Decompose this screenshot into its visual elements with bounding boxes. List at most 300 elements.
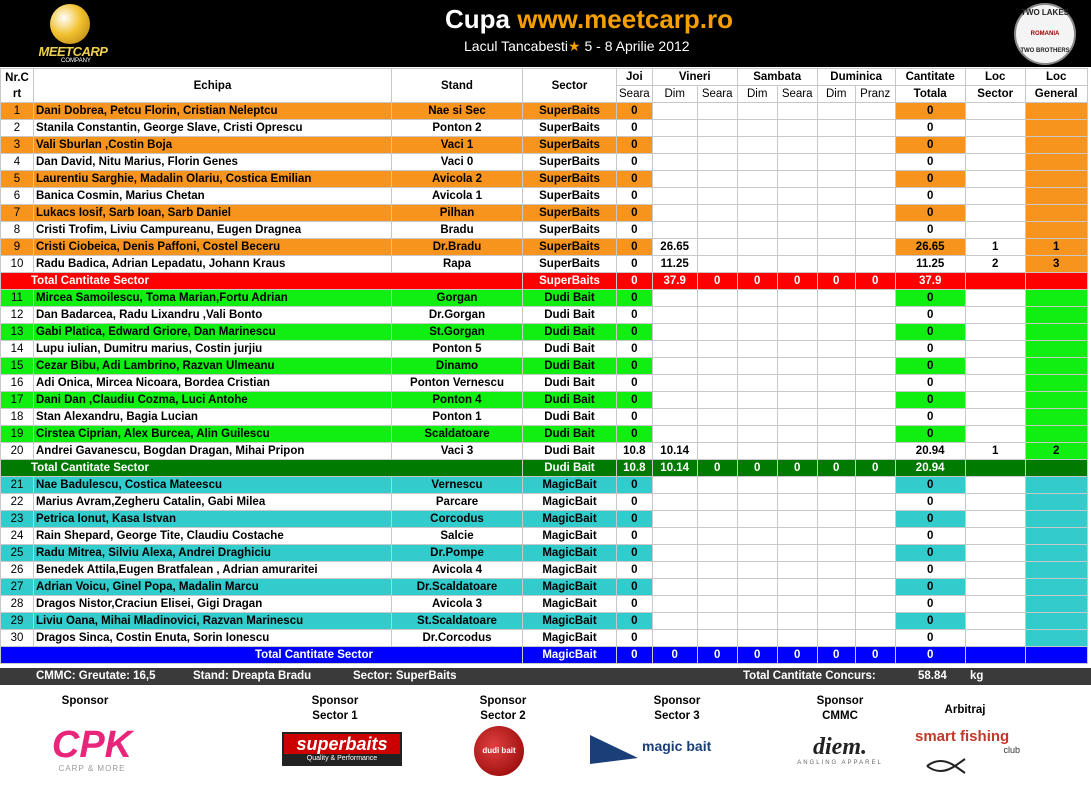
row-duminica-pranz — [855, 188, 895, 205]
row-sambata-seara — [777, 494, 817, 511]
row-duminica-pranz — [855, 545, 895, 562]
row-vineri-seara — [697, 222, 737, 239]
table-row — [1, 545, 1088, 562]
col-sambata-dim: Dim — [737, 86, 777, 103]
table-row — [1, 256, 1088, 273]
row-vineri-dim: 10.14 — [652, 443, 697, 460]
row-sambata-seara — [777, 154, 817, 171]
row-sambata-dim — [737, 511, 777, 528]
row-stand: Dr.Gorgan — [392, 307, 523, 324]
row-duminica-dim — [817, 154, 855, 171]
row-loc-sector — [965, 409, 1025, 426]
row-loc-general — [1025, 528, 1087, 545]
row-vineri-dim — [652, 188, 697, 205]
cpk-logo — [42, 726, 142, 774]
col-nr-header: Nr.C rt — [1, 69, 34, 103]
row-sambata-seara — [777, 120, 817, 137]
table-row — [1, 120, 1088, 137]
row-duminica-pranz — [855, 477, 895, 494]
row-team: Adrian Voicu, Ginel Popa, Madalin Marcu — [34, 579, 392, 596]
row-sambata-dim — [737, 443, 777, 460]
sponsor-sector3-sub: Sector 3 — [654, 710, 700, 722]
row-sambata-seara — [777, 579, 817, 596]
row-stand: Dinamo — [392, 358, 523, 375]
row-duminica-dim — [817, 290, 855, 307]
row-joi: 0 — [617, 324, 653, 341]
row-vineri-dim — [652, 392, 697, 409]
row-duminica-pranz — [855, 409, 895, 426]
row-nr: 1 — [1, 103, 34, 120]
row-joi: 0 — [617, 596, 653, 613]
row-duminica-dim — [817, 256, 855, 273]
row-stand: Avicola 4 — [392, 562, 523, 579]
badge-mid-text: ROMANIA — [1030, 31, 1060, 37]
row-team: Vali Sburlan ,Costin Boja — [34, 137, 392, 154]
magic-bait-logo — [590, 730, 730, 766]
total-empty — [1025, 460, 1087, 477]
title-cupa: Cupa — [445, 4, 510, 34]
row-loc-sector — [965, 562, 1025, 579]
total-label: Total Cantitate Sector — [1, 460, 523, 477]
row-duminica-dim — [817, 528, 855, 545]
row-total: 0 — [895, 120, 965, 137]
row-loc-general — [1025, 426, 1087, 443]
row-sambata-seara — [777, 205, 817, 222]
arbitraj-title: Arbitraj — [944, 704, 986, 716]
row-sambata-dim — [737, 222, 777, 239]
logo-text: MEETCARP — [38, 44, 108, 59]
diem-logo-subtext: ANGLING APPAREL — [797, 760, 883, 766]
row-loc-general — [1025, 154, 1087, 171]
row-team: Lukacs Iosif, Sarb Ioan, Sarb Daniel — [34, 205, 392, 222]
row-stand: Vaci 1 — [392, 137, 523, 154]
row-duminica-dim — [817, 324, 855, 341]
superbaits-logo — [282, 732, 402, 766]
row-vineri-seara — [697, 528, 737, 545]
magic-bait-wave-icon — [590, 730, 640, 766]
row-nr: 27 — [1, 579, 34, 596]
row-vineri-dim — [652, 511, 697, 528]
row-total: 0 — [895, 528, 965, 545]
row-loc-sector — [965, 290, 1025, 307]
row-nr: 6 — [1, 188, 34, 205]
diem-logo-text: diem. — [813, 734, 867, 760]
sector-total-row — [1, 460, 1088, 477]
row-joi: 0 — [617, 613, 653, 630]
row-vineri-seara — [697, 443, 737, 460]
sponsor-sector2-label — [458, 694, 548, 724]
row-sambata-dim — [737, 494, 777, 511]
row-sector: SuperBaits — [523, 137, 617, 154]
row-total: 11.25 — [895, 256, 965, 273]
row-joi: 0 — [617, 120, 653, 137]
row-total: 26.65 — [895, 239, 965, 256]
total-sd: 0 — [737, 273, 777, 290]
row-sector: MagicBait — [523, 562, 617, 579]
table-row — [1, 324, 1088, 341]
row-joi: 0 — [617, 239, 653, 256]
total-label: Total Cantitate Sector — [1, 647, 523, 664]
row-duminica-dim — [817, 596, 855, 613]
row-loc-general — [1025, 171, 1087, 188]
col-stand-header: Stand — [392, 69, 523, 103]
row-total: 0 — [895, 477, 965, 494]
row-joi: 0 — [617, 392, 653, 409]
total-sd: 0 — [737, 647, 777, 664]
badge-top-text: TWO LAKES — [1021, 8, 1069, 17]
row-sector: MagicBait — [523, 528, 617, 545]
row-team: Dragos Sinca, Costin Enuta, Sorin Ionescu — [34, 630, 392, 647]
row-loc-general — [1025, 579, 1087, 596]
row-vineri-dim — [652, 409, 697, 426]
row-total: 0 — [895, 375, 965, 392]
row-vineri-dim — [652, 375, 697, 392]
row-stand: Vaci 3 — [392, 443, 523, 460]
row-stand: Dr.Corcodus — [392, 630, 523, 647]
cmmc-stand: Stand: Dreapta Bradu — [193, 670, 312, 682]
row-stand: St.Gorgan — [392, 324, 523, 341]
row-sambata-seara — [777, 477, 817, 494]
row-vineri-seara — [697, 290, 737, 307]
row-vineri-seara — [697, 375, 737, 392]
row-vineri-seara — [697, 545, 737, 562]
row-vineri-dim — [652, 120, 697, 137]
row-team: Dragos Nistor,Craciun Elisei, Gigi Dragan — [34, 596, 392, 613]
sponsor-cmmc-sub: CMMC — [822, 710, 858, 722]
row-loc-general — [1025, 494, 1087, 511]
two-lakes-badge — [1014, 3, 1076, 65]
row-joi: 0 — [617, 137, 653, 154]
row-loc-general — [1025, 324, 1087, 341]
row-team: Marius Avram,Zegheru Catalin, Gabi Milea — [34, 494, 392, 511]
total-dp: 0 — [855, 647, 895, 664]
row-total: 0 — [895, 222, 965, 239]
row-loc-general — [1025, 341, 1087, 358]
row-sambata-seara — [777, 528, 817, 545]
row-loc-general — [1025, 188, 1087, 205]
row-sambata-seara — [777, 290, 817, 307]
row-loc-sector — [965, 426, 1025, 443]
row-total: 0 — [895, 545, 965, 562]
sponsor-cmmc-label — [795, 694, 885, 724]
row-joi: 0 — [617, 290, 653, 307]
row-nr: 11 — [1, 290, 34, 307]
row-nr: 23 — [1, 511, 34, 528]
row-total: 0 — [895, 103, 965, 120]
row-duminica-pranz — [855, 120, 895, 137]
total-empty — [965, 460, 1025, 477]
table-row — [1, 511, 1088, 528]
row-duminica-pranz — [855, 137, 895, 154]
row-vineri-dim — [652, 562, 697, 579]
row-total: 0 — [895, 579, 965, 596]
row-total: 0 — [895, 341, 965, 358]
row-team: Lupu iulian, Dumitru marius, Costin jurjiu — [34, 341, 392, 358]
total-sector: SuperBaits — [523, 273, 617, 290]
table-row — [1, 494, 1088, 511]
row-sector: SuperBaits — [523, 154, 617, 171]
row-nr: 24 — [1, 528, 34, 545]
row-vineri-dim — [652, 477, 697, 494]
row-sector: Dudi Bait — [523, 358, 617, 375]
row-duminica-dim — [817, 494, 855, 511]
row-team: Radu Badica, Adrian Lepadatu, Johann Kraus — [34, 256, 392, 273]
row-nr: 26 — [1, 562, 34, 579]
row-duminica-pranz — [855, 256, 895, 273]
row-nr: 13 — [1, 324, 34, 341]
row-loc-general — [1025, 222, 1087, 239]
row-loc-general — [1025, 103, 1087, 120]
row-duminica-dim — [817, 426, 855, 443]
row-joi: 0 — [617, 630, 653, 647]
row-nr: 28 — [1, 596, 34, 613]
row-loc-sector — [965, 222, 1025, 239]
row-sector: Dudi Bait — [523, 290, 617, 307]
row-team: Cristi Ciobeica, Denis Paffoni, Costel Beceru — [34, 239, 392, 256]
total-vd: 10.14 — [652, 460, 697, 477]
total-dp: 0 — [855, 273, 895, 290]
row-sambata-seara — [777, 630, 817, 647]
row-joi: 0 — [617, 545, 653, 562]
row-duminica-pranz — [855, 562, 895, 579]
total-joi: 10.8 — [617, 460, 653, 477]
diem-logo — [785, 734, 895, 768]
cpk-logo-text: CPK — [51, 724, 133, 766]
row-duminica-dim — [817, 477, 855, 494]
row-nr: 18 — [1, 409, 34, 426]
row-duminica-dim — [817, 120, 855, 137]
row-duminica-dim — [817, 409, 855, 426]
row-loc-general — [1025, 290, 1087, 307]
row-duminica-dim — [817, 358, 855, 375]
row-sector: Dudi Bait — [523, 324, 617, 341]
row-duminica-pranz — [855, 494, 895, 511]
row-duminica-dim — [817, 443, 855, 460]
row-nr: 20 — [1, 443, 34, 460]
row-loc-general — [1025, 596, 1087, 613]
row-loc-sector — [965, 579, 1025, 596]
carp-ball-icon — [50, 4, 90, 44]
row-loc-sector — [965, 137, 1025, 154]
row-loc-sector — [965, 358, 1025, 375]
row-sector: MagicBait — [523, 545, 617, 562]
row-vineri-seara — [697, 205, 737, 222]
row-sambata-seara — [777, 307, 817, 324]
row-stand: Avicola 2 — [392, 171, 523, 188]
row-total: 0 — [895, 137, 965, 154]
total-empty — [965, 273, 1025, 290]
row-duminica-pranz — [855, 426, 895, 443]
row-vineri-seara — [697, 613, 737, 630]
row-vineri-dim — [652, 579, 697, 596]
row-sambata-dim — [737, 579, 777, 596]
row-sambata-dim — [737, 290, 777, 307]
row-team: Nae Badulescu, Costica Mateescu — [34, 477, 392, 494]
table-row — [1, 137, 1088, 154]
col-echipa-header: Echipa — [34, 69, 392, 103]
header-row-1 — [1, 69, 1088, 86]
row-total: 0 — [895, 511, 965, 528]
row-sambata-dim — [737, 188, 777, 205]
row-team: Gabi Platica, Edward Griore, Dan Marinescu — [34, 324, 392, 341]
row-loc-general — [1025, 409, 1087, 426]
row-vineri-seara — [697, 579, 737, 596]
row-joi: 0 — [617, 375, 653, 392]
table-row — [1, 375, 1088, 392]
row-sector: SuperBaits — [523, 188, 617, 205]
row-sector: MagicBait — [523, 579, 617, 596]
row-sambata-seara — [777, 222, 817, 239]
row-nr: 8 — [1, 222, 34, 239]
table-row — [1, 358, 1088, 375]
sponsor-sector2-title: Sponsor — [479, 695, 527, 707]
subtitle-lake: Lacul Tancabesti — [464, 38, 569, 54]
total-ss: 0 — [777, 460, 817, 477]
row-vineri-seara — [697, 324, 737, 341]
logo-subtext: COMPANY — [61, 58, 91, 64]
row-sector: Dudi Bait — [523, 341, 617, 358]
row-joi: 0 — [617, 528, 653, 545]
row-duminica-pranz — [855, 596, 895, 613]
row-loc-sector — [965, 171, 1025, 188]
subtitle-dates: 5 - 8 Aprilie 2012 — [584, 38, 690, 54]
row-loc-general: 1 — [1025, 239, 1087, 256]
row-stand: Ponton 4 — [392, 392, 523, 409]
row-loc-general — [1025, 120, 1087, 137]
row-stand: Gorgan — [392, 290, 523, 307]
row-duminica-pranz — [855, 358, 895, 375]
row-sambata-dim — [737, 307, 777, 324]
row-loc-general — [1025, 375, 1087, 392]
row-duminica-pranz — [855, 630, 895, 647]
col-vineri-header: Vineri — [652, 69, 737, 86]
row-vineri-dim — [652, 613, 697, 630]
row-sambata-seara — [777, 137, 817, 154]
row-stand: Nae si Sec — [392, 103, 523, 120]
col-sambata-header: Sambata — [737, 69, 817, 86]
dudi-bait-logo-text: dudi bait — [482, 746, 516, 755]
row-team: Cristi Trofim, Liviu Campureanu, Eugen Dragnea — [34, 222, 392, 239]
row-vineri-dim — [652, 630, 697, 647]
row-vineri-dim: 26.65 — [652, 239, 697, 256]
row-loc-sector: 2 — [965, 256, 1025, 273]
row-sambata-seara — [777, 545, 817, 562]
row-duminica-dim — [817, 103, 855, 120]
table-row — [1, 443, 1088, 460]
total-tot: 20.94 — [895, 460, 965, 477]
row-sector: SuperBaits — [523, 103, 617, 120]
row-loc-sector — [965, 596, 1025, 613]
row-total: 0 — [895, 188, 965, 205]
col-totala: Totala — [895, 86, 965, 103]
total-sector: Dudi Bait — [523, 460, 617, 477]
row-vineri-seara — [697, 409, 737, 426]
row-sector: Dudi Bait — [523, 443, 617, 460]
row-sambata-seara — [777, 511, 817, 528]
sponsor-sector1-title: Sponsor — [311, 695, 359, 707]
row-stand: Salcie — [392, 528, 523, 545]
row-vineri-seara — [697, 562, 737, 579]
row-total: 0 — [895, 205, 965, 222]
row-stand: Ponton 5 — [392, 341, 523, 358]
row-duminica-pranz — [855, 324, 895, 341]
row-stand: Pilhan — [392, 205, 523, 222]
row-sector: Dudi Bait — [523, 375, 617, 392]
row-loc-general — [1025, 613, 1087, 630]
row-loc-sector — [965, 154, 1025, 171]
row-stand: Dr.Scaldatoare — [392, 579, 523, 596]
row-nr: 3 — [1, 137, 34, 154]
total-empty — [1025, 273, 1087, 290]
table-row — [1, 392, 1088, 409]
row-sambata-seara — [777, 562, 817, 579]
row-vineri-dim — [652, 154, 697, 171]
row-sector: Dudi Bait — [523, 409, 617, 426]
row-team: Stan Alexandru, Bagia Lucian — [34, 409, 392, 426]
magic-bait-logo-text: magic bait — [642, 738, 712, 754]
row-stand: St.Scaldatoare — [392, 613, 523, 630]
row-sambata-dim — [737, 409, 777, 426]
row-stand: Vernescu — [392, 477, 523, 494]
col-sambata-seara: Seara — [777, 86, 817, 103]
total-vs: 0 — [697, 460, 737, 477]
smart-fishing-logo — [915, 728, 1020, 778]
table-row — [1, 103, 1088, 120]
row-sambata-dim — [737, 392, 777, 409]
row-joi: 0 — [617, 426, 653, 443]
sponsor-sector1-label — [290, 694, 380, 724]
row-vineri-seara — [697, 256, 737, 273]
row-joi: 0 — [617, 188, 653, 205]
row-duminica-dim — [817, 188, 855, 205]
row-nr: 17 — [1, 392, 34, 409]
row-loc-sector — [965, 477, 1025, 494]
row-duminica-pranz — [855, 579, 895, 596]
row-vineri-seara — [697, 477, 737, 494]
row-loc-general — [1025, 477, 1087, 494]
total-concurs-label: Total Cantitate Concurs: — [743, 670, 876, 682]
table-row — [1, 528, 1088, 545]
total-dd: 0 — [817, 273, 855, 290]
sponsor-cmmc-title: Sponsor — [816, 695, 864, 707]
row-total: 0 — [895, 154, 965, 171]
row-team: Andrei Gavanescu, Bogdan Dragan, Mihai Pripon — [34, 443, 392, 460]
row-total: 0 — [895, 324, 965, 341]
row-nr: 29 — [1, 613, 34, 630]
row-duminica-dim — [817, 545, 855, 562]
row-total: 0 — [895, 358, 965, 375]
table-row — [1, 579, 1088, 596]
row-loc-general — [1025, 392, 1087, 409]
total-vd: 37.9 — [652, 273, 697, 290]
total-dd: 0 — [817, 460, 855, 477]
sector-total-row — [1, 273, 1088, 290]
row-joi: 0 — [617, 171, 653, 188]
superbaits-logo-text: superbaits — [296, 734, 388, 754]
row-sector: MagicBait — [523, 477, 617, 494]
row-sambata-seara — [777, 171, 817, 188]
table-row — [1, 239, 1088, 256]
row-vineri-seara — [697, 494, 737, 511]
row-sambata-seara — [777, 613, 817, 630]
row-nr: 5 — [1, 171, 34, 188]
row-duminica-pranz — [855, 341, 895, 358]
row-vineri-seara — [697, 103, 737, 120]
row-total: 0 — [895, 426, 965, 443]
row-duminica-pranz — [855, 528, 895, 545]
row-duminica-pranz — [855, 307, 895, 324]
row-stand: Ponton 1 — [392, 409, 523, 426]
